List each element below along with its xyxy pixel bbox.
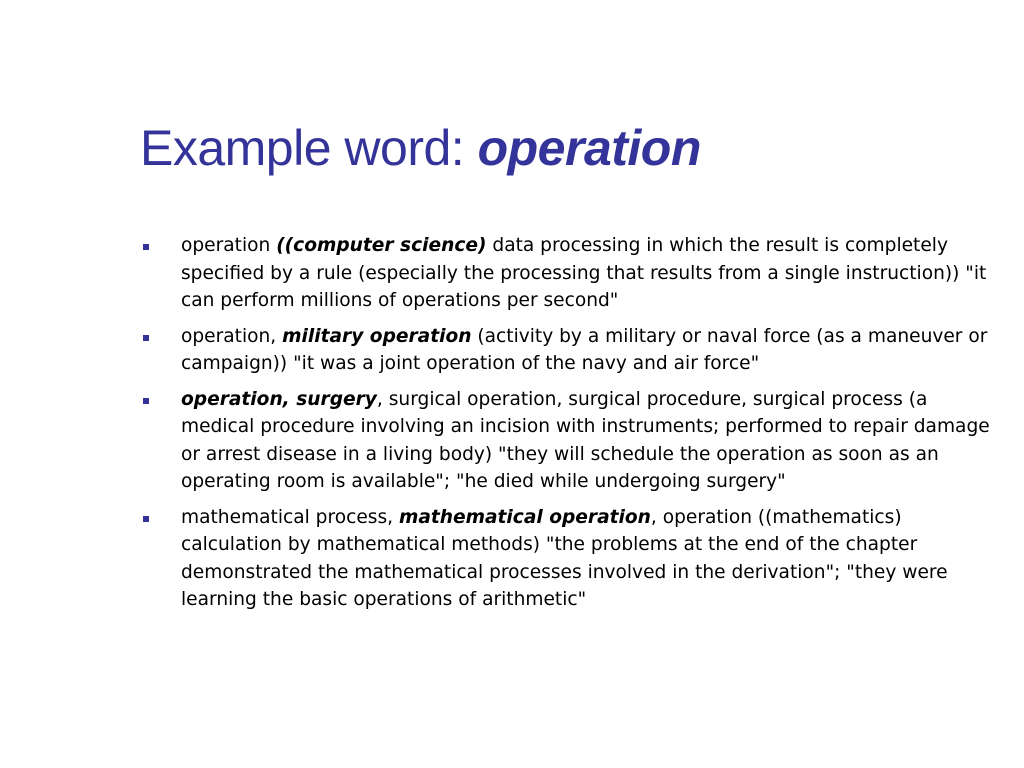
bullet-list — [143, 232, 993, 622]
bullet-item-mathematics — [143, 504, 993, 614]
bullet-square-icon — [143, 516, 149, 522]
slide-title — [140, 112, 701, 184]
bullet-text-after: , surgical operation, surgical procedure, surgical process (a medical procedure involving an incision with instruments; performed to repair damage or arrest disease in a living body) "they will schedule the operation as soon as an operating room is available"; "he died while undergoing surgery" — [181, 388, 990, 492]
title-emphasis: operation — [477, 120, 701, 176]
bullet-term: military operation — [282, 325, 472, 347]
bullet-term: ((computer science) — [276, 235, 487, 256]
bullet-term: mathematical operation — [398, 506, 651, 528]
bullet-text-after: , operation ((mathematics) calculation by mathematical methods) "the problems at the end of the chapter demonstrated the mathematical processes involved in the derivation"; "they were learning the basic operations of arithmetic" — [181, 506, 948, 610]
bullet-item-surgery — [143, 386, 993, 496]
bullet-square-icon — [143, 244, 149, 250]
bullet-text-before: operation, — [181, 325, 283, 347]
bullet-text-before: mathematical process, — [181, 506, 399, 528]
bullet-item-computer-science — [143, 232, 993, 315]
bullet-square-icon — [143, 398, 149, 404]
bullet-text-before: operation — [181, 235, 277, 256]
title-prefix: Example word: — [140, 120, 478, 176]
bullet-text-after: data processing in which the result is completely specified by a rule (especially the processing that results from a single instruction)) "it can perform millions of operations per second" — [181, 235, 987, 311]
bullet-item-military — [143, 323, 993, 378]
bullet-square-icon — [143, 335, 149, 341]
bullet-term: operation, surgery — [181, 388, 377, 410]
bullet-text-after: (activity by a military or naval force (as a maneuver or campaign)) "it was a joint operation of the navy and air force" — [181, 325, 988, 374]
